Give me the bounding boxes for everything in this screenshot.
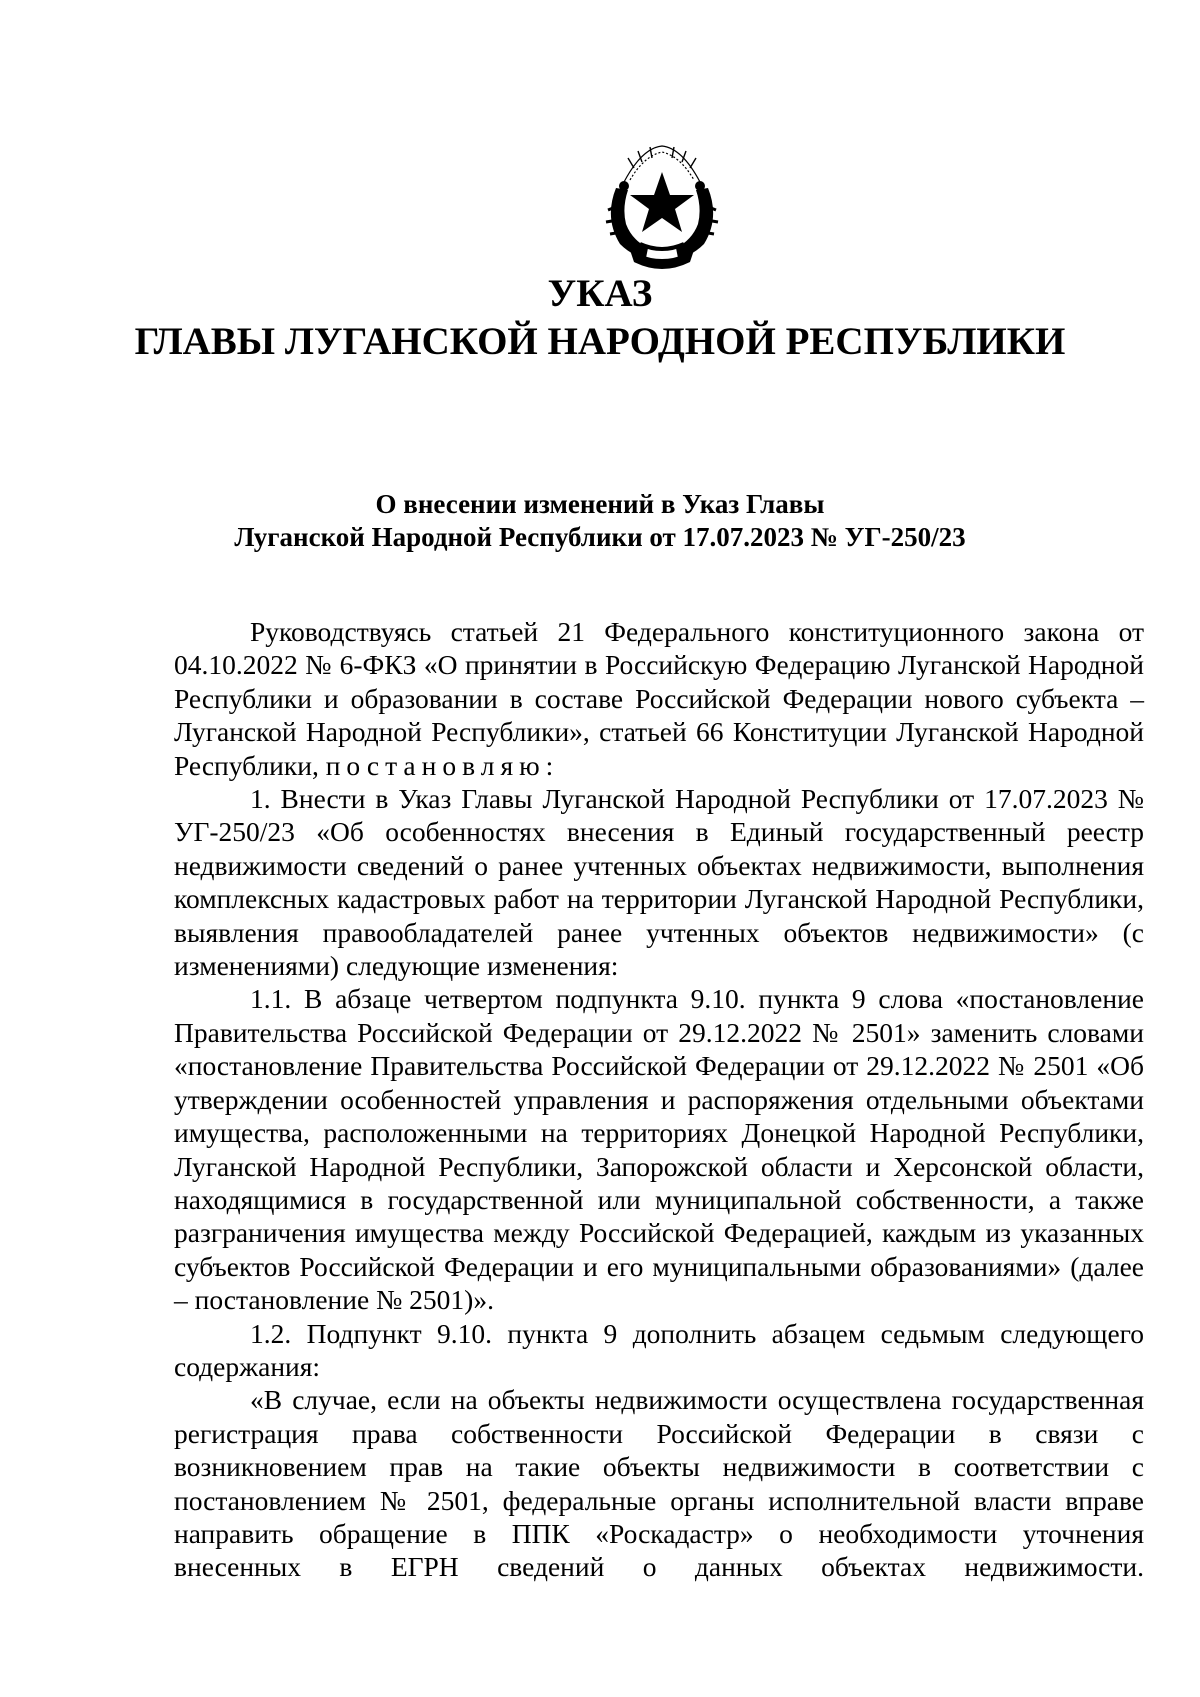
document-body: [174, 615, 1144, 1584]
preamble-paragraph: [174, 615, 1144, 782]
decree-word: постановляю:: [325, 749, 560, 781]
subject-line-1: О внесении изменений в Указ Главы: [375, 489, 825, 519]
quote-paragraph: «В случае, если на объекты недвижимости осуществлена государственная регистрация права собственности Российской Федерации в связи с возникновением прав на такие объекты недвижимости в соответствии с постановлением № 2501, федеральные органы исполнительной власти вправе направить обращение в ППК «Роскадастр» о необходимости уточнения внесенных в ЕГРН сведений о данных объектах недвижимости.: [174, 1384, 1144, 1583]
heading-decree-word: УКАЗ: [547, 272, 653, 315]
item-1-paragraph: 1. Внести в Указ Главы Луганской Народной Республики от 17.07.2023 № УГ-250/23 «Об особенностях внесения в Единый государственный реестр недвижимости сведений о ранее учтенных объектах недвижимости, выполнения комплексных кадастровых работ на территории Луганской Народной Республики, выявления правообладателей ранее учтенных объектов недвижимости» (с изменениями) следующие изменения:: [174, 783, 1144, 982]
preamble-text: Руководствуясь статьей 21 Федерального конституционного закона от 04.10.2022 № 6-ФКЗ «О принятии в Российскую Федерацию Луганской Народной Республики и образовании в составе Российской Федерации нового субъекта – Луганской Народной Республики», статьей 66 Конституции Луганской Народной Республики,: [174, 616, 1144, 781]
item-1-1-paragraph: 1.1. В абзаце четвертом подпункта 9.10. пункта 9 слова «постановление Правительства Российской Федерации от 29.12.2022 № 2501» заменить словами «постановление Правительства Российской Федерации от 29.12.2022 № 2501 «Об утверждении особенностей управления и распоряжения отдельными объектами имущества, расположенными на территориях Донецкой Народной Республики, Луганской Народной Республики, Запорожской области и Херсонской области, находящимися в государственной или муниципальной собственности, а также разграничения имущества между Российской Федерацией, каждым из указанных субъектов Российской Федерации и его муниципальными образованиями» (далее – постановление № 2501)».: [174, 983, 1144, 1316]
subject-line-2: Луганской Народной Республики от 17.07.2023 № УГ-250/23: [234, 522, 966, 552]
document-subject: [0, 488, 1200, 554]
document-heading: [0, 270, 1200, 366]
heading-authority: ГЛАВЫ ЛУГАНСКОЙ НАРОДНОЙ РЕСПУБЛИКИ: [134, 320, 1066, 363]
item-1-2-paragraph: 1.2. Подпункт 9.10. пункта 9 дополнить абзацем седьмым следующего содержания:: [174, 1317, 1144, 1382]
emblem-icon: [594, 140, 730, 276]
